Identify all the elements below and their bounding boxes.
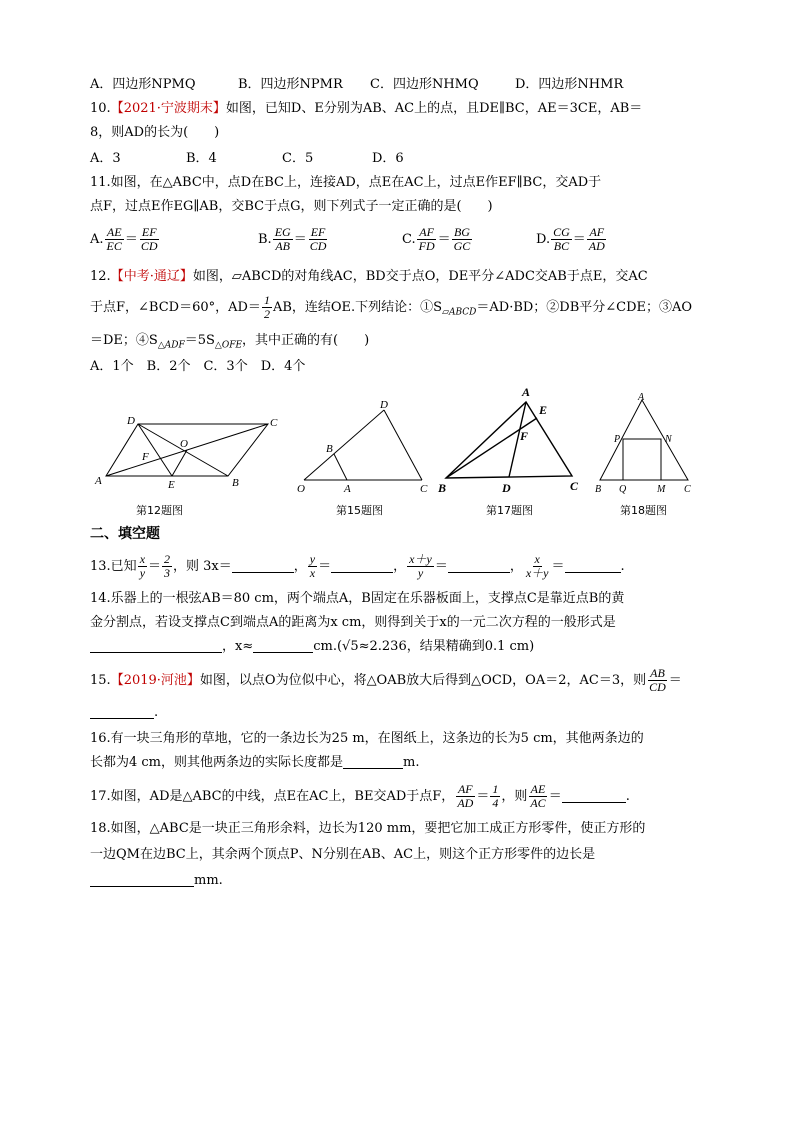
fig18-label-p: P bbox=[614, 434, 621, 445]
q10-option-a: A．3 bbox=[90, 151, 121, 166]
q16-line1: 16.有一块三角形的草地，它的一条边长为25 m，在图纸上，这条边的长为5 cm，其他两条边的 bbox=[90, 731, 644, 746]
fig17-label-e: E bbox=[539, 403, 548, 417]
fig12-label-a: A bbox=[95, 475, 102, 487]
q12-line1 bbox=[90, 268, 710, 286]
q12-number: 12. bbox=[90, 269, 111, 284]
fig18-label-c: C bbox=[684, 484, 691, 495]
q11-options bbox=[90, 226, 710, 260]
fig18-label-n: N bbox=[665, 434, 672, 445]
q15-source: 【2019·河池】 bbox=[110, 673, 200, 688]
q10-option-d: D．6 bbox=[372, 151, 404, 166]
fig17-label-f: F bbox=[520, 429, 529, 443]
fig17-label-b: B bbox=[438, 481, 447, 495]
q11-option-b: B. $\frac{EG}{AB}$ ＝ $\frac{EF}{CD}$ bbox=[258, 225, 327, 253]
fig12-label-f: F bbox=[142, 451, 149, 463]
figure-15-caption: 第15题图 bbox=[336, 504, 383, 517]
q14-line2: 金分割点，若设支撑点C到端点A的距离为x cm，则得到关于x的一元二次方程的一般形式是 bbox=[90, 615, 616, 630]
fig15-label-o: O bbox=[297, 483, 305, 494]
q9-option-b: B．四边形NPMR bbox=[238, 77, 343, 92]
fig15-label-a: A bbox=[344, 483, 351, 494]
q11-option-a: A. $\frac{AE}{EC}$ ＝ $\frac{EF}{CD}$ bbox=[90, 225, 158, 253]
q17-answer-blank[interactable] bbox=[562, 788, 626, 803]
q15-answer-blank[interactable] bbox=[90, 704, 154, 719]
q13-answer-blank-4[interactable] bbox=[565, 558, 621, 573]
q15-line2: . bbox=[90, 704, 710, 722]
figure-18 bbox=[592, 390, 696, 496]
q14-answer-blank-x[interactable] bbox=[253, 638, 313, 653]
q14-line1: 14.乐器上的一根弦AB＝80 cm，两个端点A，B固定在乐器板面上，支撑点C是靠近点B的黄 bbox=[90, 591, 625, 606]
q9-option-c: C．四边形NHMQ bbox=[370, 77, 479, 92]
q17-line: 17.如图，AD是△ABC的中线，点E在AC上，BE交AD于点F， $\frac{AF}{AD}$ ＝ $\frac{1}{4}$ ，则 $\frac{AE}{AC}$ ＝ . bbox=[90, 782, 630, 810]
q16-answer-blank[interactable] bbox=[343, 754, 403, 769]
q12-line2: 于点F，∠BCD＝60°，AD＝ $\frac{1}{2}$ AB，连结OE.下列结论：$①S_{▱ABCD}=AD\cdot BD$；②DB平分∠CDE；③AO bbox=[90, 293, 693, 321]
figure-17-drawing bbox=[436, 382, 588, 496]
fig17-label-c: C bbox=[570, 479, 579, 493]
fig15-label-c: C bbox=[420, 483, 428, 494]
fig12-label-d: D bbox=[127, 415, 135, 427]
figure-12-drawing bbox=[92, 408, 288, 490]
fig18-label-b: B bbox=[595, 484, 602, 495]
q11-line1: 11.如图，在△ABC中，点D在BC上，连接AD，点E在AC上，过点E作EF∥BC，交AD于 bbox=[90, 175, 602, 190]
q10-options bbox=[90, 150, 710, 168]
q10-line2: 8，则AD的长为( ) bbox=[90, 125, 220, 140]
fig17-label-d: D bbox=[502, 481, 511, 495]
q9-options bbox=[90, 76, 710, 94]
fig18-label-m: M bbox=[657, 484, 666, 495]
fig15-label-d: D bbox=[380, 399, 388, 411]
q18-line1: 18.如图，△ABC是一块正三角形余料，边长为120 mm，要把它加工成正方形零件，使正方形的 bbox=[90, 821, 646, 836]
q13-answer-blank-3[interactable] bbox=[448, 558, 510, 573]
q12-options: A．1个 B．2个 C．3个 D．4个 bbox=[90, 359, 306, 374]
fig12-label-b: B bbox=[232, 477, 239, 489]
q10-text1: 如图，已知D、E分别为AB、AC上的点，且DE∥BC，AE＝3CE，AB＝ bbox=[225, 101, 643, 116]
q10-line1 bbox=[90, 100, 710, 118]
q18-line3: mm. bbox=[90, 872, 710, 890]
figure-17-caption: 第17题图 bbox=[486, 504, 533, 517]
fig18-label-q: Q bbox=[619, 484, 627, 495]
q10-option-c: C．5 bbox=[282, 151, 314, 166]
fig15-label-b: B bbox=[326, 443, 333, 455]
figure-15 bbox=[292, 398, 442, 494]
figure-18-caption: 第18题图 bbox=[620, 504, 667, 517]
figure-18-drawing bbox=[592, 390, 696, 496]
section-heading-fill-in: 二、填空题 bbox=[90, 526, 160, 542]
q18-line2: 一边QM在边BC上，其余两个顶点P、N分别在AB、AC上，则这个正方形零件的边长是 bbox=[90, 847, 596, 862]
q11-option-c: C. $\frac{AF}{FD}$ ＝ $\frac{BG}{GC}$ bbox=[402, 225, 471, 253]
q11-option-d: D. $\frac{CG}{BC}$ ＝ $\frac{AF}{AD}$ bbox=[536, 225, 605, 253]
q16-line2: 长都为4 cm，则其他两条边的实际长度都是 m. bbox=[90, 755, 420, 770]
q9-option-a: A．四边形NPMQ bbox=[90, 77, 196, 92]
fig18-label-a: A bbox=[638, 392, 645, 403]
q9-option-d: D．四边形NHMR bbox=[515, 77, 624, 92]
q10-number: 10. bbox=[90, 101, 111, 116]
fig12-label-c: C bbox=[270, 417, 278, 429]
q13-answer-blank-1[interactable] bbox=[232, 558, 294, 573]
q14-line3: ，x≈ cm.(√5≈2.236，结果精确到0.1 cm) bbox=[90, 638, 710, 656]
fig12-label-o: O bbox=[180, 438, 188, 450]
q13-answer-blank-2[interactable] bbox=[331, 558, 393, 573]
fig12-label-e: E bbox=[168, 479, 175, 490]
q18-answer-blank[interactable] bbox=[90, 872, 194, 887]
fig17-label-a: A bbox=[522, 385, 531, 399]
q15-line1: 15.【2019·河池】如图，以点O为位似中心，将△OAB放大后得到△OCD，OA＝2，AC＝3，则 $\frac{AB}{CD}$ ＝ bbox=[90, 666, 682, 694]
q12-line3: ＝DE；$④S_{\triangle ADF}=5S_{\triangle OFE}$，其中正确的有( ) bbox=[90, 333, 370, 351]
q11-line2: 点F，过点E作EG∥AB，交BC于点G，则下列式子一定正确的是( ) bbox=[90, 199, 493, 214]
figure-12-caption: 第12题图 bbox=[136, 504, 183, 517]
q10-source: 【2021·宁波期末】 bbox=[110, 101, 226, 116]
q10-option-b: B．4 bbox=[186, 151, 217, 166]
q14-answer-blank-equation[interactable] bbox=[90, 638, 222, 653]
q12-source: 【中考·通辽】 bbox=[110, 269, 193, 284]
q13-line: 13.已知 $\frac{x}{y}$ ＝ $\frac{2}{3}$ ，则 3x＝ ， $\frac{y}{x}$ ＝ ， $\frac{x+y}{y}$ ＝ ， $\frac{x}{x+y}$ ＝ . bbox=[90, 552, 625, 580]
figure-12 bbox=[92, 408, 288, 490]
q12-text1: 如图，▱ABCD的对角线AC，BD交于点O，DE平分∠ADC交AB于点E，交AC bbox=[192, 269, 648, 284]
figure-15-drawing bbox=[292, 398, 442, 494]
figure-17 bbox=[436, 382, 588, 496]
